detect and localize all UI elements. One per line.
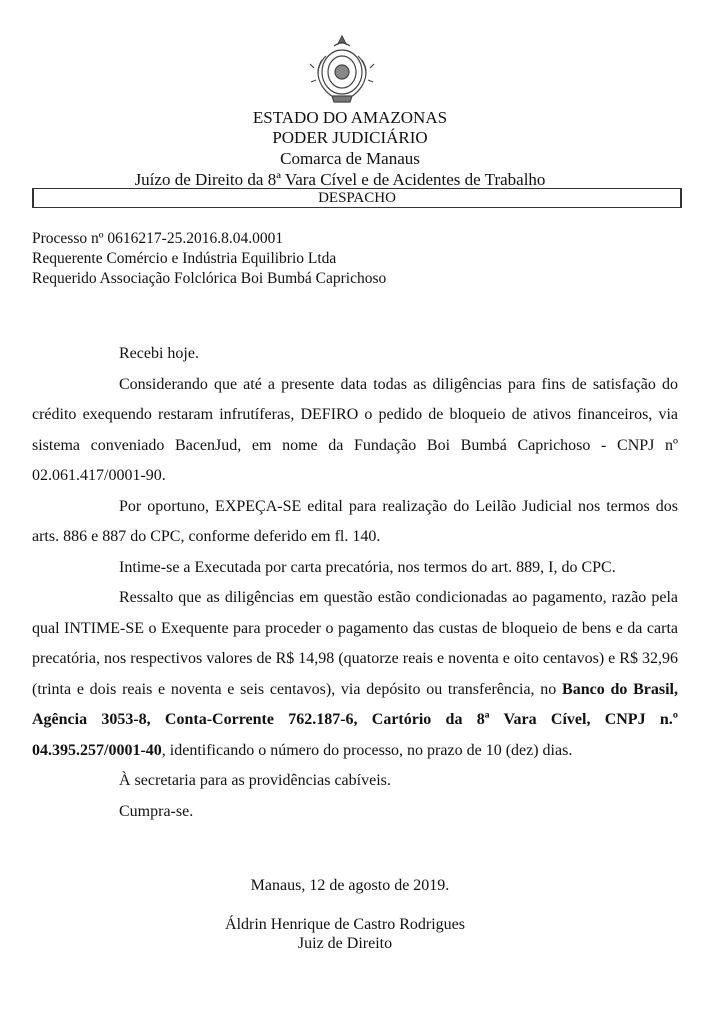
payment-text-end: , identificando o número do processo, no prazo de 10 (dez) dias. [161, 741, 573, 759]
document-type-box [32, 188, 682, 208]
judge-name: Áldrin Henrique de Castro Rodrigues [225, 916, 465, 933]
paragraph-summons: Intime-se a Executada por carta precatória, nos termos do art. 889, I, do CPC. [119, 558, 616, 576]
case-plaintiff: Requerente Comércio e Indústria Equilibrio Ltda [32, 250, 337, 267]
paragraph-received: Recebi hoje. [119, 345, 199, 362]
paragraph-payment [32, 583, 678, 766]
header-state: ESTADO DO AMAZONAS [252, 108, 448, 127]
header-comarca: Comarca de Manaus [280, 149, 420, 168]
case-number: Processo nº 0616217-25.2016.8.04.0001 [32, 230, 284, 247]
header-power: PODER JUDICIÁRIO [272, 128, 428, 147]
bank-details: Banco do Brasil, Agência 3053-8, Conta-Corrente 762.187-6, Cartório da 8ª Vara Cível, CNPJ n.º 04.395.257/0001-40 [32, 680, 678, 759]
payment-text-start: Ressalto que as diligências em questão estão condicionadas ao pagamento, razão pela qual INTIME-SE o Exequente para proceder o pagamento das custas de bloqueio de bens e da carta precatória, nos respectivos valores de R$ 14,98 (quatorze reais e noventa e oito centavos) e R$ 32,96 (trinta e dois reais e noventa e seis centavos), via depósito ou transferência, no [32, 589, 678, 698]
judge-title: Juiz de Direito [297, 935, 393, 952]
document-type: DESPACHO [318, 190, 396, 206]
paragraph-secretariat: À secretaria para as providências cabíveis. [119, 772, 391, 789]
case-defendant: Requerido Associação Folclórica Boi Bumbá Caprichoso [32, 270, 387, 287]
header-court: Juízo de Direito da 8ª Vara Cível e de Acidentes de Trabalho [134, 170, 546, 189]
place-date: Manaus, 12 de agosto de 2019. [250, 877, 450, 894]
paragraph-auction-notice: Por oportuno, EXPEÇA-SE edital para realização do Leilão Judicial nos termos dos arts. 886 e 887 do CPC, conforme deferido em fl. 140. [32, 497, 678, 545]
order-body [32, 339, 678, 827]
paragraph-comply: Cumpra-se. [119, 802, 194, 820]
paragraph-block-assets: Considerando que até a presente data todas as diligências para fins de satisfação do crédito exequendo restaram infrutíferas, DEFIRO o pedido de bloqueio de ativos financeiros, via sistema conveniado BacenJud, em nome da Fundação Boi Bumbá Caprichoso - CNPJ nº 02.061.417/0001-90. [32, 375, 678, 484]
coat-of-arms-icon [304, 30, 380, 106]
